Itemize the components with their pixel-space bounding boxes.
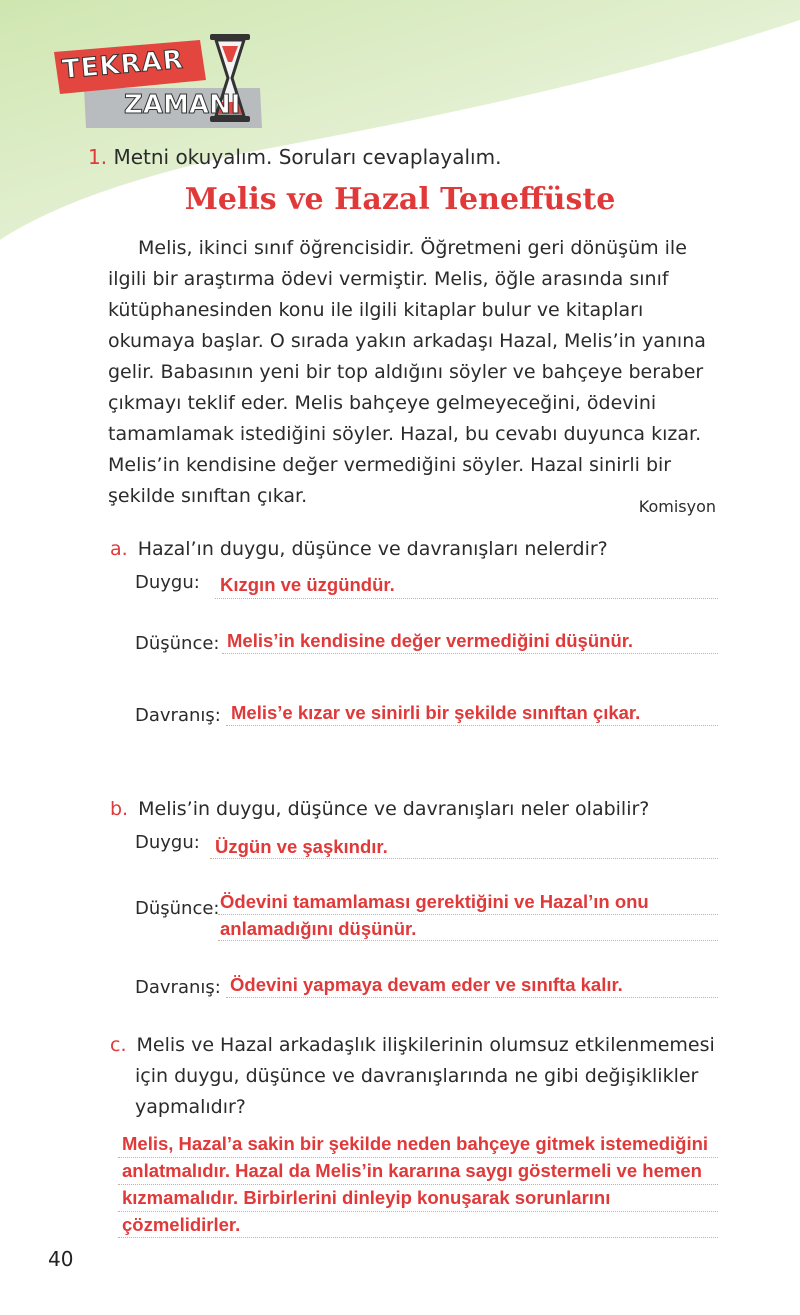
answer-line	[118, 1237, 718, 1238]
question-number: 1.	[88, 145, 108, 169]
part-b-davranis-label: Davranış:	[135, 977, 221, 998]
story-paragraph	[108, 233, 728, 512]
question-heading	[88, 145, 501, 169]
answer-line	[218, 940, 718, 941]
part-b-dusunce-answer-line1: Ödevini tamamlaması gerektiğini ve Hazal’ın onu	[220, 891, 649, 912]
story-line: şekilde sınıftan çıkar.	[108, 485, 308, 507]
answer-line	[210, 858, 718, 859]
part-b-dusunce-answer-line2: anlamadığını düşünür.	[220, 918, 417, 939]
story-title: Melis ve Hazal Teneffüste	[184, 182, 616, 217]
part-b-davranis-answer: Ödevini yapmaya devam eder ve sınıfta kalır.	[230, 974, 623, 995]
story-line: Melis, ikinci sınıf öğrencisidir. Öğretmeni geri dönüşüm ile	[138, 237, 687, 259]
answer-line	[222, 653, 718, 654]
badge-word-zamani: ZAMANI	[124, 90, 241, 120]
story-source: Komisyon	[638, 497, 716, 516]
part-c-question-line: için duygu, düşünce ve davranışlarında ne gibi değişiklikler	[135, 1065, 699, 1087]
story-line: kütüphanesinden konu ile ilgili kitaplar bulur ve kitapları	[108, 299, 644, 321]
part-a-letter: a.	[110, 538, 128, 560]
story-line: tamamlamak istediğini söyler. Hazal, bu cevabı duyunca kızar.	[108, 423, 702, 445]
part-c-letter: c.	[110, 1034, 127, 1056]
part-c-question	[110, 1030, 715, 1123]
story-line: çıkmayı teklif eder. Melis bahçeye gelmeyeceğini, ödevini	[108, 392, 657, 414]
answer-line	[226, 725, 718, 726]
part-c-question-line: Melis ve Hazal arkadaşlık ilişkilerinin olumsuz etkilenmemesi	[136, 1034, 715, 1056]
part-b-question-text: Melis’in duygu, düşünce ve davranışları neler olabilir?	[138, 798, 650, 820]
part-c-answer-line: kızmamalıdır. Birbirlerini dinleyip konuşarak sorunlarını	[122, 1187, 611, 1208]
page-number: 40	[48, 1247, 74, 1271]
story-line: ilgili bir araştırma ödevi vermiştir. Melis, öğle arasında sınıf	[108, 268, 669, 290]
part-c-answer-line: çözmelidirler.	[122, 1214, 241, 1235]
story-line: Melis’in kendisine değer vermediğini söyler. Hazal sinirli bir	[108, 454, 672, 476]
part-a-davranis-label: Davranış:	[135, 705, 221, 726]
answer-line	[118, 1184, 718, 1185]
question-text: Metni okuyalım. Soruları cevaplayalım.	[113, 145, 502, 169]
part-a-davranis-answer: Melis’e kızar ve sinirli bir şekilde sınıftan çıkar.	[231, 702, 641, 723]
answer-line	[218, 914, 718, 915]
answer-line	[118, 1157, 718, 1158]
answer-line	[215, 598, 718, 599]
part-a-duygu-answer: Kızgın ve üzgündür.	[220, 574, 395, 595]
part-a-question-text: Hazal’ın duygu, düşünce ve davranışları nelerdir?	[137, 538, 608, 560]
tekrar-zamani-badge	[50, 32, 280, 132]
part-b-dusunce-label: Düşünce:	[135, 898, 220, 919]
part-c-answer-line: anlatmalıdır. Hazal da Melis’in kararına saygı göstermeli ve hemen	[122, 1160, 702, 1181]
story-line: gelir. Babasının yeni bir top aldığını söyler ve bahçeye beraber	[108, 361, 704, 383]
part-a-dusunce-answer: Melis’in kendisine değer vermediğini düşünür.	[227, 630, 634, 651]
part-a-duygu-label: Duygu:	[135, 572, 200, 593]
part-a-dusunce-label: Düşünce:	[135, 633, 220, 654]
part-b-letter: b.	[110, 798, 129, 820]
part-b-duygu-label: Duygu:	[135, 832, 200, 853]
story-line: okumaya başlar. O sırada yakın arkadaşı Hazal, Melis’in yanına	[108, 330, 706, 352]
part-a-question	[110, 538, 608, 560]
badge-word-tekrar: TEKRAR	[60, 44, 185, 86]
answer-line	[118, 1211, 718, 1212]
part-b-question	[110, 798, 649, 820]
part-c-question-line: yapmalıdır?	[135, 1096, 246, 1118]
part-b-duygu-answer: Üzgün ve şaşkındır.	[215, 836, 388, 857]
part-c-answer-line: Melis, Hazal’a sakin bir şekilde neden bahçeye gitmek istemediğini	[122, 1133, 709, 1154]
answer-line	[226, 997, 718, 998]
